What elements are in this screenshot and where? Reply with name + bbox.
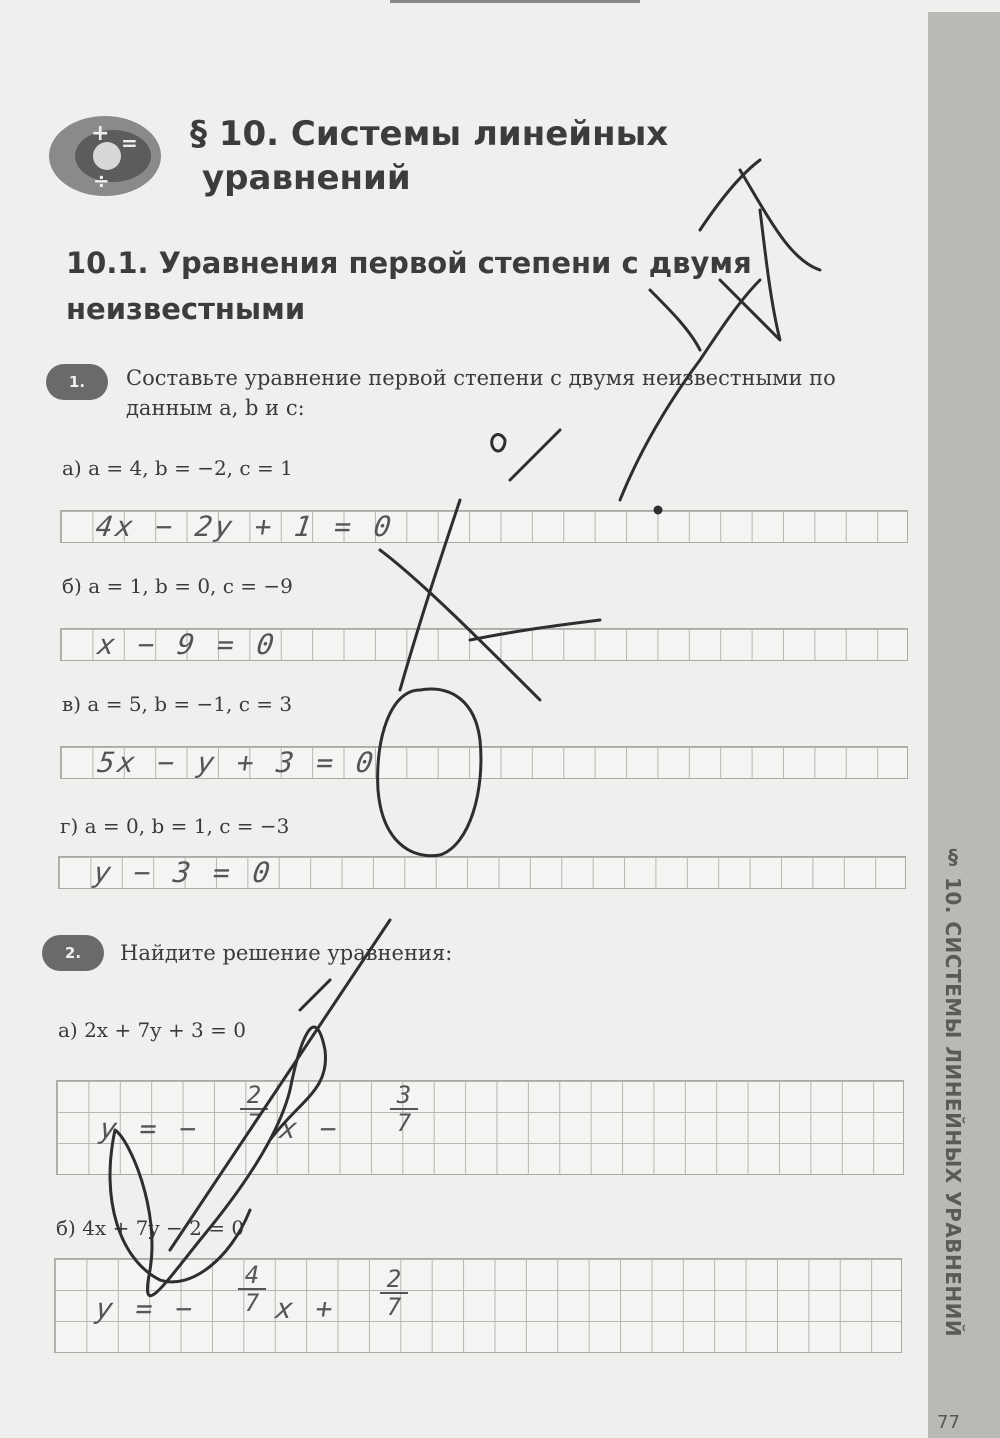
answer-2a-f1-den: 7 [246,1109,262,1137]
page-number: 77 [937,1412,960,1433]
svg-text:=: = [121,131,138,155]
answer-2b-f1-num: 4 [238,1262,266,1290]
answer-2b-f2-num: 2 [380,1266,408,1294]
top-edge-line [390,0,640,3]
answer-2a-lead: y = − [97,1112,202,1145]
answer-1g: y − 3 = 0 [91,856,276,889]
task-2b-label: б) 4x + 7y − 2 = 0 [56,1216,245,1240]
task-1v-label: в) a = 5, b = −1, c = 3 [62,692,293,716]
section-title-line1: § 10. Системы линейных [190,114,669,154]
section-title [190,112,668,200]
task-1-badge: 1. [46,364,108,400]
answer-2a-fraction-2 [390,1082,418,1136]
answer-1v: 5x − y + 3 = 0 [95,746,379,779]
answer-1b: x − 9 = 0 [95,628,280,661]
answer-1a: 4x − 2y + 1 = 0 [93,510,397,543]
answer-2b-middle: x + [273,1292,338,1325]
task-1a-label: а) a = 4, b = −2, c = 1 [62,456,293,480]
answer-2b-f2-den: 7 [386,1293,402,1321]
answer-2a-f2-den: 7 [396,1109,412,1137]
answer-2a-f2-num: 3 [390,1082,418,1110]
section-emblem-icon [45,110,165,202]
svg-text:+: + [91,121,110,146]
section-title-line2: уравнений [202,158,411,198]
answer-2a-fraction-1 [240,1082,268,1136]
answer-2b-lead: y = − [93,1292,198,1325]
task-2-badge: 2. [42,935,104,971]
answer-2b-fraction-1 [238,1262,266,1316]
answer-2a-f1-num: 2 [240,1082,268,1110]
answer-2b-f1-den: 7 [244,1289,260,1317]
answer-2a-middle: x − [277,1112,342,1145]
task-2-prompt: Найдите решение уравнения: [120,941,453,965]
answer-2b-fraction-2 [380,1266,408,1320]
task-1-prompt: Составьте уравнение первой степени с двумя неизвестными по данным a, b и c: [126,366,836,420]
task-1b-label: б) a = 1, b = 0, c = −9 [62,574,293,598]
subsection-title: 10.1. Уравнения первой степени с двумя неизвестными [66,246,752,326]
task-2a-label: а) 2x + 7y + 3 = 0 [58,1018,246,1042]
task-1g-label: г) a = 0, b = 1, c = −3 [60,814,290,838]
sidebar-chapter-label: § 10. СИСТЕМЫ ЛИНЕЙНЫХ УРАВНЕНИЙ [941,845,965,1338]
svg-text:÷: ÷ [93,169,110,193]
